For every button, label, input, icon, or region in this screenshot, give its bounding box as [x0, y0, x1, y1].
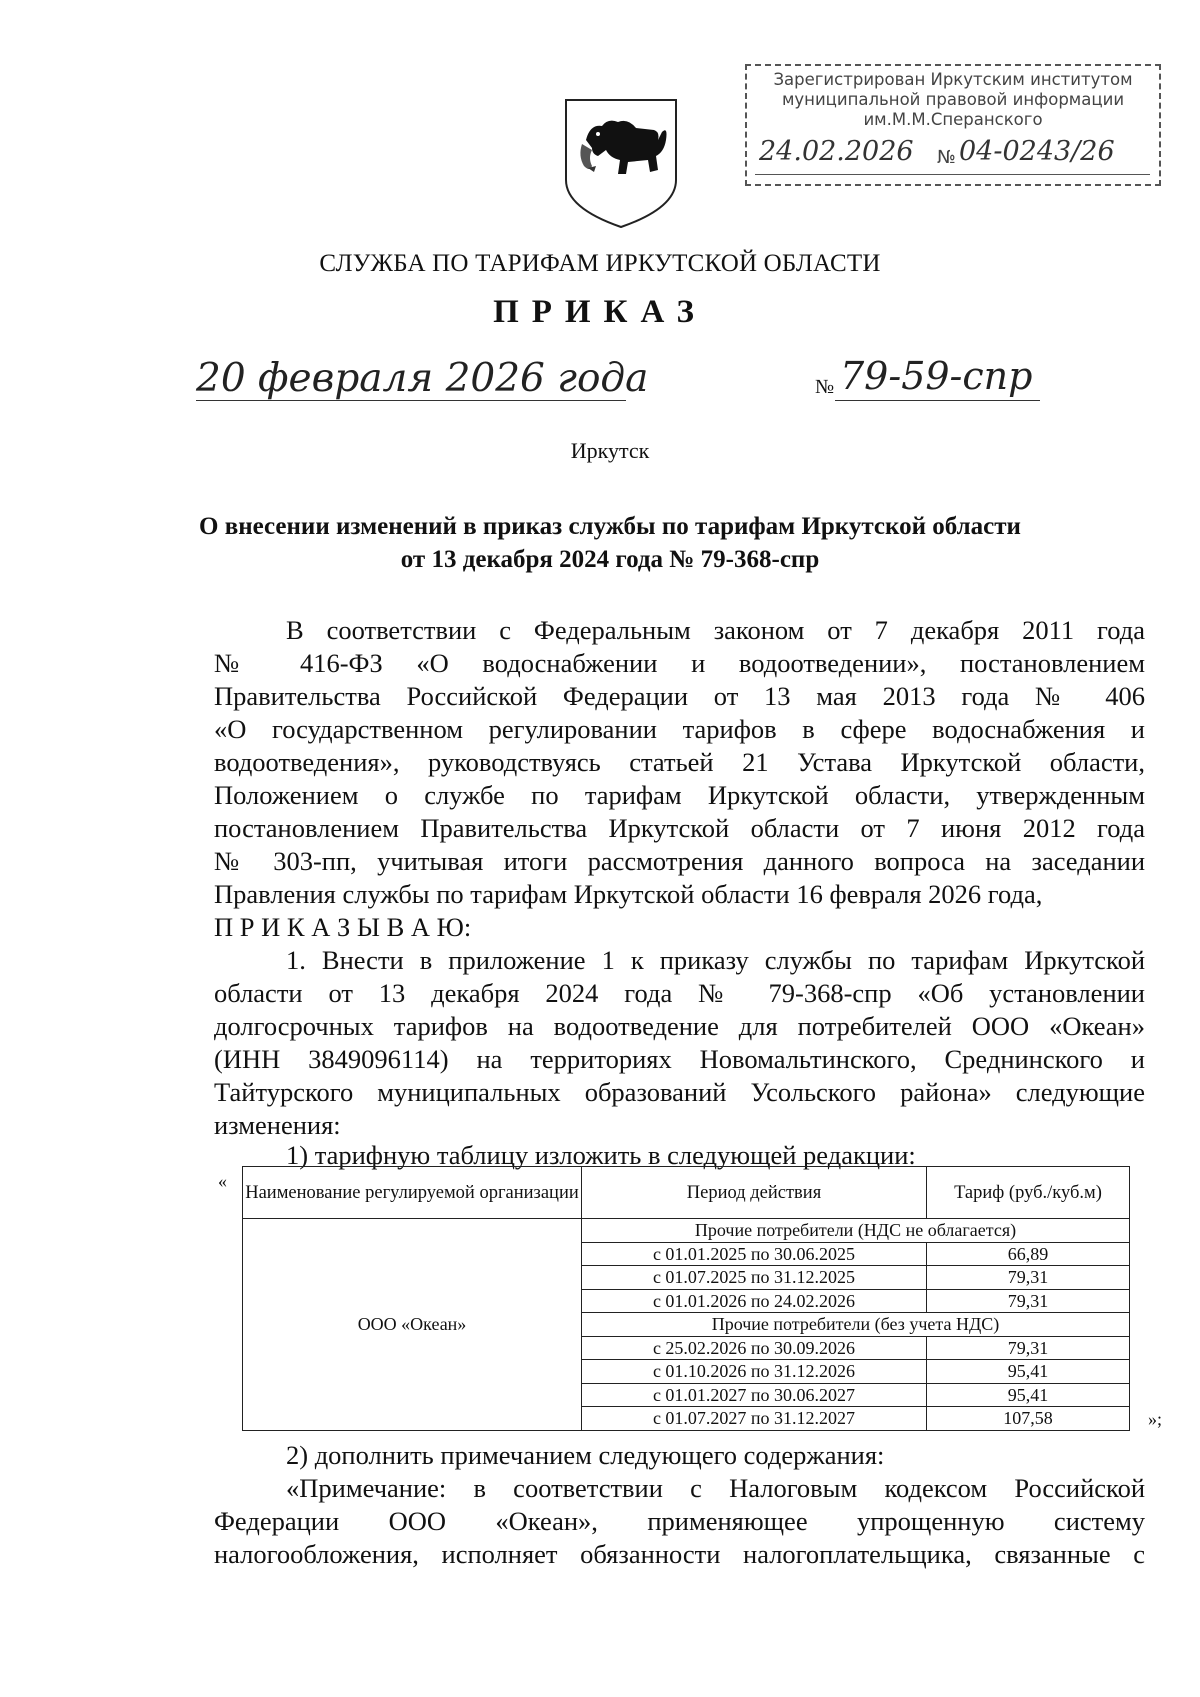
order-word: П Р И К А З Ы В А Ю:: [214, 912, 472, 942]
order-number: 79-59-спр: [840, 354, 1033, 398]
organization-name: СЛУЖБА ПО ТАРИФАМ ИРКУТСКОЙ ОБЛАСТИ: [319, 250, 881, 277]
subitem-1: 1) тарифную таблицу изложить в следующей редакции:: [286, 1140, 916, 1170]
preamble-line: № 303-пп, учитывая итоги рассмотрения данного вопроса на заседании: [214, 846, 1145, 876]
note-line: «Примечание: в соответствии с Налоговым кодексом Российской: [286, 1473, 1145, 1503]
preamble-line: «О государственном регулировании тарифов в сфере водоснабжения и: [214, 714, 1145, 744]
subitem-2: 2) дополнить примечанием следующего содержания:: [286, 1440, 885, 1470]
period-cell: с 01.07.2025 по 31.12.2025: [582, 1266, 927, 1290]
header-organization: Наименование регулируемой организации: [243, 1167, 582, 1219]
order-date: 20 февраля 2026 года: [196, 356, 649, 401]
tariff-cell: 95,41: [927, 1360, 1130, 1384]
stamp-line-2: муниципальной правовой информации: [781, 90, 1125, 109]
preamble-line: В соответствии с Федеральным законом от 7 декабря 2011 года: [286, 615, 1145, 645]
tariff-cell: 79,31: [927, 1289, 1130, 1313]
group-label: Прочие потребители (НДС не облагается): [582, 1219, 1130, 1243]
registration-stamp: [745, 64, 1161, 186]
table-quote-close: »;: [1148, 1409, 1163, 1429]
stamp-underline: [755, 174, 1150, 175]
period-cell: с 01.01.2027 по 30.06.2027: [582, 1383, 927, 1407]
stamp-registration-date: 24.02.2026: [759, 136, 914, 167]
title-line-1: О внесении изменений в приказ службы по тарифам Иркутской области: [199, 513, 1021, 540]
item1-line: изменения:: [214, 1110, 341, 1140]
number-underline: [835, 400, 1040, 401]
preamble-line: водоотведения», руководствуясь статьей 21 Устава Иркутской области,: [214, 747, 1145, 777]
header-tariff: Тариф (руб./куб.м): [927, 1167, 1130, 1219]
header-period: Период действия: [582, 1167, 927, 1219]
item1-line: области от 13 декабря 2024 года № 79-368-спр «Об установлении: [214, 978, 1145, 1008]
stamp-registration-number: 04-0243/26: [959, 136, 1115, 167]
city: Иркутск: [570, 438, 650, 463]
preamble-line: Правления службы по тарифам Иркутской области 16 февраля 2026 года,: [214, 879, 1043, 909]
title-line-2: от 13 декабря 2024 года № 79-368-спр: [400, 546, 820, 573]
item1-line: (ИНН 3849096114) на территориях Новомальтинского, Среднинского и: [214, 1044, 1145, 1074]
period-cell: с 01.07.2027 по 31.12.2027: [582, 1407, 927, 1431]
table-header-row: [243, 1167, 1130, 1219]
date-underline: [196, 400, 626, 401]
preamble-line: Правительства Российской Федерации от 13 мая 2013 года № 406: [214, 681, 1145, 711]
tariff-cell: 66,89: [927, 1242, 1130, 1266]
table-quote-open: «: [218, 1171, 227, 1191]
tariff-cell: 95,41: [927, 1383, 1130, 1407]
item1-line: 1. Внести в приложение 1 к приказу службы по тарифам Иркутской: [286, 945, 1145, 975]
irkutsk-coat-of-arms-icon: [562, 96, 680, 230]
preamble-line: постановлением Правительства Иркутской области от 7 июня 2012 года: [214, 813, 1145, 843]
note-line: Федерации ООО «Океан», применяющее упрощенную систему: [214, 1506, 1145, 1536]
order-number-sign: №: [815, 376, 835, 398]
tariff-cell: 107,58: [927, 1407, 1130, 1431]
document-type: ПРИКАЗ: [493, 294, 707, 330]
tariff-cell: 79,31: [927, 1266, 1130, 1290]
item1-line: долгосрочных тарифов на водоотведение для потребителей ООО «Океан»: [214, 1011, 1145, 1041]
tariff-cell: 79,31: [927, 1336, 1130, 1360]
stamp-line-3: им.М.М.Сперанского: [863, 110, 1043, 129]
preamble-line: Положением о службе по тарифам Иркутской области, утвержденным: [214, 780, 1145, 810]
preamble-line: № 416-ФЗ «О водоснабжении и водоотведении», постановлением: [214, 648, 1145, 678]
tariff-table: [242, 1166, 1130, 1431]
period-cell: с 01.10.2026 по 31.12.2026: [582, 1360, 927, 1384]
stamp-number-sign: №: [937, 147, 956, 168]
item1-line: Тайтурского муниципальных образований Усольского района» следующие: [214, 1077, 1145, 1107]
period-cell: с 01.01.2025 по 30.06.2025: [582, 1242, 927, 1266]
stamp-line-1: Зарегистрирован Иркутским институтом: [773, 70, 1133, 89]
group-label: Прочие потребители (без учета НДС): [582, 1313, 1130, 1337]
document-title: [0, 510, 1200, 576]
period-cell: с 01.01.2026 по 24.02.2026: [582, 1289, 927, 1313]
organization-cell: ООО «Океан»: [243, 1219, 582, 1431]
note-line: налогообложения, исполняет обязанности налогоплательщика, связанные с: [214, 1539, 1145, 1569]
table-row: [243, 1219, 1130, 1243]
period-cell: с 25.02.2026 по 30.09.2026: [582, 1336, 927, 1360]
